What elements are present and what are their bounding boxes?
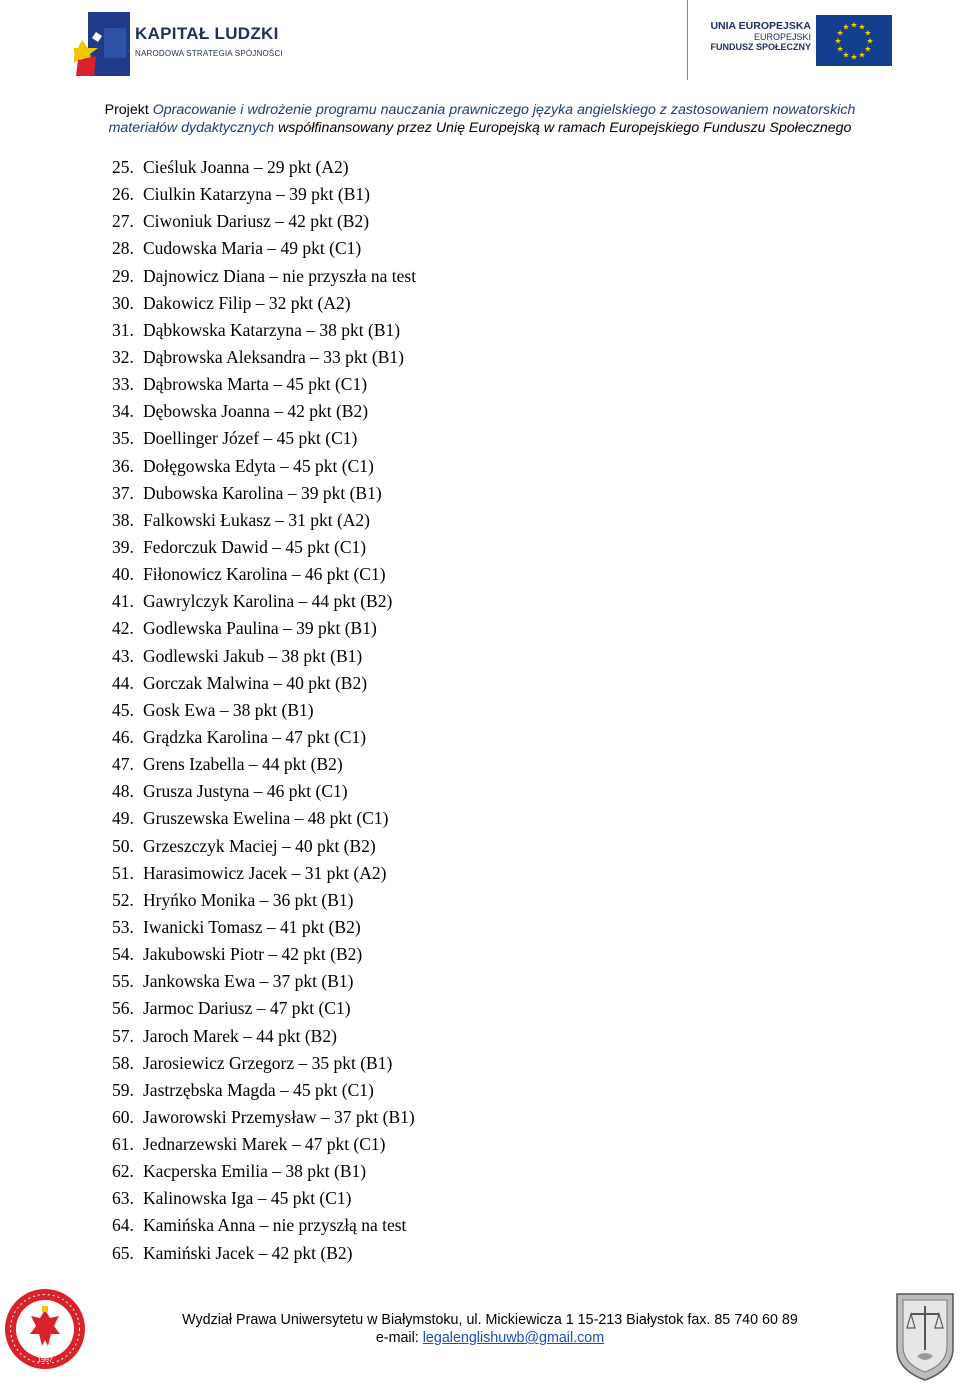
list-item	[112, 1240, 416, 1267]
list-item-text: Grądzka Karolina – 47 pkt (C1)	[143, 726, 367, 747]
list-item	[112, 425, 416, 452]
faculty-crest-icon	[893, 1290, 957, 1382]
list-item-number: 30.	[112, 292, 134, 313]
list-item	[112, 697, 416, 724]
list-item	[112, 833, 416, 860]
list-item-number: 43.	[112, 645, 134, 666]
list-item-text: Jakubowski Piotr – 42 pkt (B2)	[143, 944, 363, 965]
list-item-text: Grzeszczyk Maciej – 40 pkt (B2)	[143, 835, 376, 856]
list-item-text: Harasimowicz Jacek – 31 pkt (A2)	[143, 862, 387, 883]
list-item-text: Dąbkowska Katarzyna – 38 pkt (B1)	[143, 319, 401, 340]
list-item-text: Doellinger Józef – 45 pkt (C1)	[143, 428, 358, 449]
project-line-2	[0, 120, 960, 136]
list-item-number: 49.	[112, 808, 134, 829]
list-item-text: Godlewski Jakub – 38 pkt (B1)	[143, 645, 363, 666]
university-emblem-icon	[4, 1288, 86, 1370]
list-item-number: 27.	[112, 211, 134, 232]
list-item	[112, 317, 416, 344]
list-item-number: 39.	[112, 536, 134, 557]
eu-star-icon: ★	[842, 50, 850, 60]
footer-email-link[interactable]: legalenglishuwb@gmail.com	[422, 1330, 605, 1346]
list-item-text: Dubowska Karolina – 39 pkt (B1)	[143, 482, 382, 503]
list-item	[112, 588, 416, 615]
list-item-number: 38.	[112, 509, 134, 530]
list-item	[112, 968, 416, 995]
list-item-number: 53.	[112, 916, 134, 937]
list-item	[112, 778, 416, 805]
list-item	[112, 263, 416, 290]
project-funding-note: współfinansowany przez Unię Europejską w ramach Europejskiego Funduszu Społecznego	[274, 120, 852, 136]
list-item-number: 48.	[112, 781, 134, 802]
list-item-text: Hryńko Monika – 36 pkt (B1)	[143, 889, 354, 910]
list-item	[112, 995, 416, 1022]
list-item	[112, 1023, 416, 1050]
list-item-text: Dąbrowska Marta – 45 pkt (C1)	[143, 374, 368, 395]
eu-star-icon: ★	[834, 36, 842, 46]
list-item	[112, 561, 416, 588]
list-item-number: 34.	[112, 401, 134, 422]
list-item-number: 45.	[112, 699, 134, 720]
eu-logo-line2: EUROPEJSKI	[753, 32, 811, 42]
list-item-number: 61.	[112, 1134, 134, 1155]
list-item	[112, 751, 416, 778]
list-item	[112, 1131, 416, 1158]
footer-email-line	[0, 1330, 960, 1346]
eu-star-icon: ★	[864, 28, 872, 38]
eu-star-icon: ★	[842, 22, 850, 32]
footer-email-label: e-mail:	[375, 1330, 423, 1346]
list-item	[112, 453, 416, 480]
list-item-text: Gawrylczyk Karolina – 44 pkt (B2)	[143, 591, 393, 612]
list-item-number: 47.	[112, 754, 134, 775]
kapital-ludzki-logo	[74, 10, 284, 80]
kapital-ludzki-title: KAPITAŁ LUDZKI	[135, 24, 279, 43]
list-item-text: Cudowska Maria – 49 pkt (C1)	[143, 238, 362, 259]
list-item	[112, 181, 416, 208]
eu-star-icon: ★	[864, 44, 872, 54]
list-item-number: 51.	[112, 862, 134, 883]
list-item	[112, 670, 416, 697]
list-item	[112, 615, 416, 642]
list-item-number: 65.	[112, 1242, 134, 1263]
list-item-number: 63.	[112, 1188, 134, 1209]
list-item-number: 56.	[112, 998, 134, 1019]
list-item-text: Godlewska Paulina – 39 pkt (B1)	[143, 618, 377, 639]
list-item-number: 36.	[112, 455, 134, 476]
list-item-number: 40.	[112, 564, 134, 585]
eu-flag-icon	[816, 15, 892, 66]
list-item-text: Gorczak Malwina – 40 pkt (B2)	[143, 672, 368, 693]
list-item-text: Cieśluk Joanna – 29 pkt (A2)	[143, 157, 349, 177]
list-item-number: 26.	[112, 184, 134, 205]
list-item	[112, 1212, 416, 1239]
list-item-text: Dębowska Joanna – 42 pkt (B2)	[143, 401, 369, 422]
eu-star-icon: ★	[858, 50, 866, 60]
kapital-ludzki-subtitle: NARODOWA STRATEGIA SPÓJNOŚCI	[135, 49, 283, 58]
eu-logo-line3: FUNDUSZ SPOŁECZNY	[710, 42, 811, 52]
list-item-number: 57.	[112, 1025, 134, 1046]
eu-star-icon: ★	[836, 28, 844, 38]
list-item-text: Fiłonowicz Karolina – 46 pkt (C1)	[143, 564, 386, 585]
list-item-number: 42.	[112, 618, 134, 639]
eu-logo-line1: UNIA EUROPEJSKA	[710, 20, 811, 32]
list-item-text: Kacperska Emilia – 38 pkt (B1)	[143, 1161, 367, 1182]
list-item-number: 59.	[112, 1079, 134, 1100]
list-item	[112, 290, 416, 317]
list-item-number: 44.	[112, 672, 134, 693]
list-item-number: 54.	[112, 944, 134, 965]
list-item	[112, 643, 416, 670]
list-item	[112, 398, 416, 425]
list-item	[112, 507, 416, 534]
list-item-text: Jaworowski Przemysław – 37 pkt (B1)	[143, 1106, 415, 1127]
list-item-text: Jankowska Ewa – 37 pkt (B1)	[143, 971, 354, 992]
list-item-text: Falkowski Łukasz – 31 pkt (A2)	[143, 509, 370, 530]
project-title-part1: Opracowanie i wdrożenie programu nauczania prawniczego języka angielskiego z zastosowaniem nowatorskich	[152, 102, 856, 118]
list-item-text: Kamińska Anna – nie przyszłą na test	[143, 1215, 407, 1236]
list-item-text: Kamiński Jacek – 42 pkt (B2)	[143, 1242, 353, 1263]
project-line-1	[0, 102, 960, 118]
footer-address: Wydział Prawa Uniwersytetu w Białymstoku, ul. Mickiewicza 1 15-213 Białystok fax. 85 740 60 89	[182, 1312, 798, 1328]
list-item-number: 58.	[112, 1052, 134, 1073]
list-item-text: Dakowicz Filip – 32 pkt (A2)	[143, 292, 351, 313]
list-item-number: 46.	[112, 726, 134, 747]
list-item-number: 31.	[112, 319, 134, 340]
list-item-number: 32.	[112, 346, 134, 367]
list-item	[112, 235, 416, 262]
list-item-text: Jarmoc Dariusz – 47 pkt (C1)	[143, 998, 351, 1019]
kapital-ludzki-emblem-icon	[74, 10, 134, 80]
list-item	[112, 941, 416, 968]
list-item-text: Dołęgowska Edyta – 45 pkt (C1)	[143, 455, 374, 476]
list-item-number: 25.	[112, 157, 134, 177]
list-item-text: Jaroch Marek – 44 pkt (B2)	[143, 1025, 337, 1046]
list-item	[112, 914, 416, 941]
eu-star-icon: ★	[866, 36, 874, 46]
emblem-year: 1997	[37, 1357, 53, 1364]
eu-logo-text	[695, 20, 811, 52]
list-item-number: 35.	[112, 428, 134, 449]
list-item	[112, 344, 416, 371]
list-item-number: 37.	[112, 482, 134, 503]
list-item	[112, 887, 416, 914]
list-item	[112, 724, 416, 751]
list-item-number: 62.	[112, 1161, 134, 1182]
list-item-text: Jarosiewicz Grzegorz – 35 pkt (B1)	[143, 1052, 393, 1073]
list-item-number: 55.	[112, 971, 134, 992]
list-item	[112, 1104, 416, 1131]
list-item	[112, 371, 416, 398]
list-item	[112, 1185, 416, 1212]
eu-star-icon: ★	[836, 44, 844, 54]
list-item-number: 50.	[112, 835, 134, 856]
list-item	[112, 860, 416, 887]
list-item-number: 33.	[112, 374, 134, 395]
list-item-number: 28.	[112, 238, 134, 259]
list-item-number: 52.	[112, 889, 134, 910]
list-item-text: Dąbrowska Aleksandra – 33 pkt (B1)	[143, 346, 404, 367]
eu-star-icon: ★	[850, 20, 858, 30]
list-item-text: Grusza Justyna – 46 pkt (C1)	[143, 781, 348, 802]
list-item-text: Kalinowska Iga – 45 pkt (C1)	[143, 1188, 352, 1209]
list-item	[112, 154, 416, 181]
project-prefix: Projekt	[104, 102, 153, 118]
list-item-text: Grens Izabella – 44 pkt (B2)	[143, 754, 343, 775]
project-title-part2: materiałów dydaktycznych	[108, 120, 275, 136]
results-list	[112, 154, 416, 1267]
eu-star-icon: ★	[850, 52, 858, 62]
list-item-text: Gruszewska Ewelina – 48 pkt (C1)	[143, 808, 389, 829]
list-item	[112, 1158, 416, 1185]
list-item-text: Iwanicki Tomasz – 41 pkt (B2)	[143, 916, 361, 937]
list-item	[112, 208, 416, 235]
list-item-text: Fedorczuk Dawid – 45 pkt (C1)	[143, 536, 367, 557]
list-item	[112, 534, 416, 561]
list-item-text: Dajnowicz Diana – nie przyszła na test	[143, 265, 417, 286]
list-item	[112, 1077, 416, 1104]
list-item-text: Jastrzębska Magda – 45 pkt (C1)	[143, 1079, 374, 1100]
list-item-number: 41.	[112, 591, 134, 612]
list-item-number: 29.	[112, 265, 134, 286]
list-item-text: Jednarzewski Marek – 47 pkt (C1)	[143, 1134, 386, 1155]
eu-star-icon: ★	[858, 22, 866, 32]
list-item-text: Ciulkin Katarzyna – 39 pkt (B1)	[143, 184, 370, 205]
list-item-text: Gosk Ewa – 38 pkt (B1)	[143, 699, 314, 720]
list-item	[112, 480, 416, 507]
list-item	[112, 805, 416, 832]
list-item-number: 64.	[112, 1215, 134, 1236]
logo-divider	[687, 0, 688, 80]
list-item-number: 60.	[112, 1106, 134, 1127]
list-item	[112, 1050, 416, 1077]
list-item-text: Ciwoniuk Dariusz – 42 pkt (B2)	[143, 211, 370, 232]
